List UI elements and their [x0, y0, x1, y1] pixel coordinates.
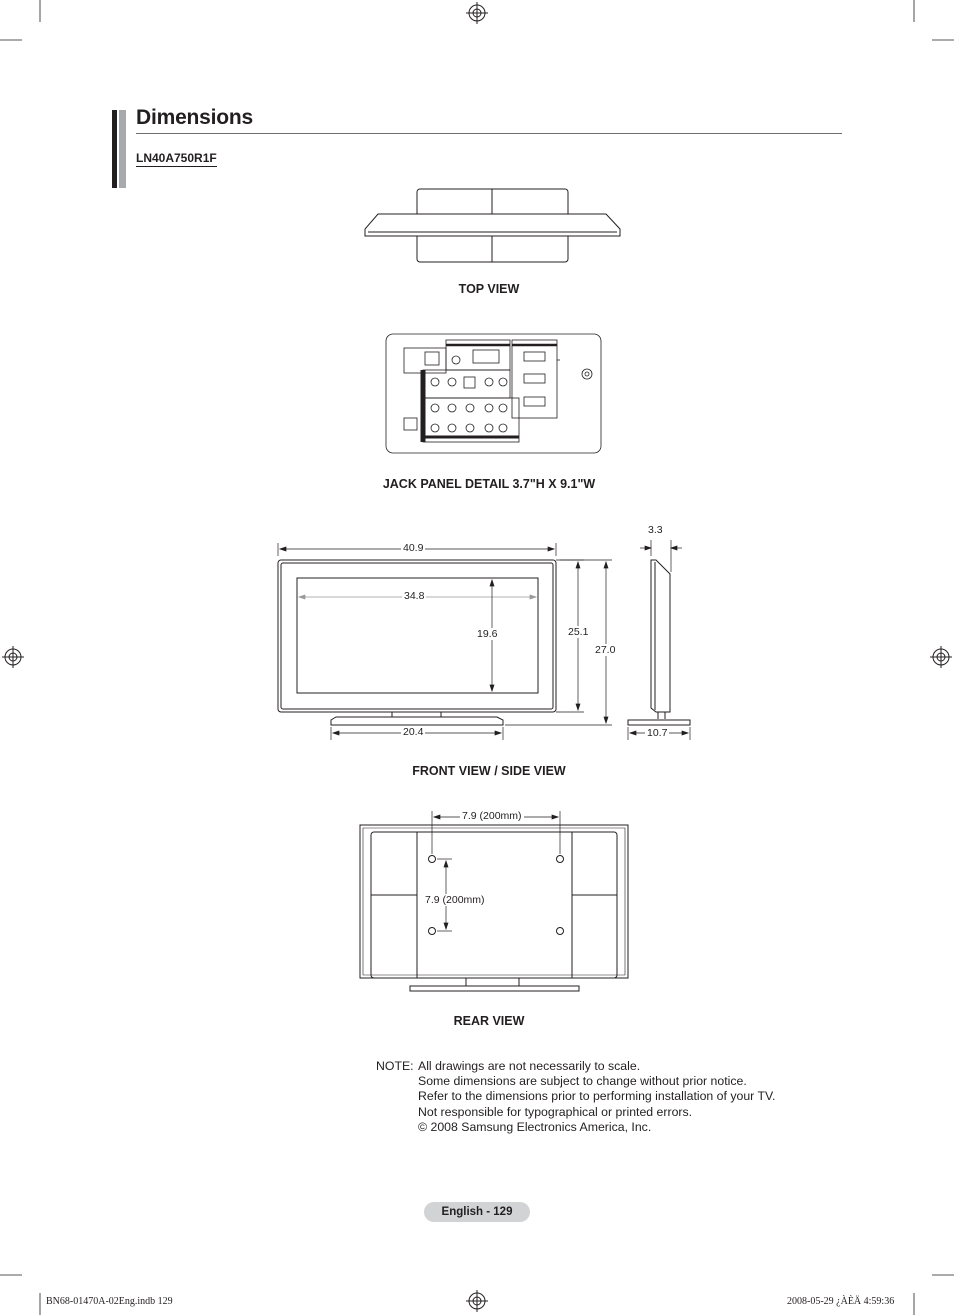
side-view-drawing: [628, 560, 690, 725]
note-block: [376, 1059, 775, 1135]
dim-depth: 3.3: [648, 524, 663, 536]
note-line: Not responsible for typographical or printed errors.: [418, 1104, 693, 1119]
page-number-badge: English - 129: [424, 1202, 530, 1222]
registration-mark-top: [466, 2, 488, 24]
jack-panel-drawing: [386, 334, 601, 453]
page-title: Dimensions: [136, 106, 254, 129]
dim-screen-height: 19.6: [477, 628, 498, 640]
jack-panel-caption: JACK PANEL DETAIL 3.7"H X 9.1"W: [382, 477, 596, 491]
note-line: Some dimensions are subject to change without prior notice.: [418, 1074, 747, 1089]
print-file-info: BN68-01470A-02Eng.indb 129: [46, 1296, 173, 1307]
note-label: NOTE:: [376, 1059, 414, 1073]
dim-stand-depth: 10.7: [647, 727, 668, 739]
dim-overall-width: 40.9: [403, 542, 424, 554]
top-view-caption: TOP VIEW: [458, 282, 520, 296]
note-line: All drawings are not necessarily to scale.: [418, 1059, 641, 1073]
registration-mark-left: [2, 646, 24, 668]
dim-screen-width: 34.8: [404, 590, 425, 602]
dim-body-height: 25.1: [568, 626, 589, 638]
registration-mark-bottom: [466, 1290, 488, 1312]
front-view-drawing: [278, 560, 556, 725]
dim-stand-width: 20.4: [403, 726, 424, 738]
front-dimension-lines: [278, 543, 612, 740]
registration-mark-right: [930, 646, 952, 668]
print-date-info: 2008-05-29 ¿ÀÈÄ 4:59:36: [787, 1296, 895, 1307]
rear-view-caption: REAR VIEW: [453, 1014, 525, 1028]
front-side-caption: FRONT VIEW / SIDE VIEW: [412, 764, 566, 778]
note-line: © 2008 Samsung Electronics America, Inc.: [418, 1119, 652, 1134]
model-number: LN40A750R1F: [136, 151, 217, 165]
dim-vesa-vertical: 7.9 (200mm): [425, 894, 485, 906]
dim-vesa-horizontal: 7.9 (200mm): [462, 810, 522, 822]
top-view-drawing: [365, 189, 620, 262]
rear-view-drawing: [360, 825, 628, 991]
note-line: Refer to the dimensions prior to performing installation of your TV.: [418, 1089, 776, 1104]
rear-dimension-lines: [432, 811, 560, 931]
dim-total-height: 27.0: [595, 644, 616, 656]
